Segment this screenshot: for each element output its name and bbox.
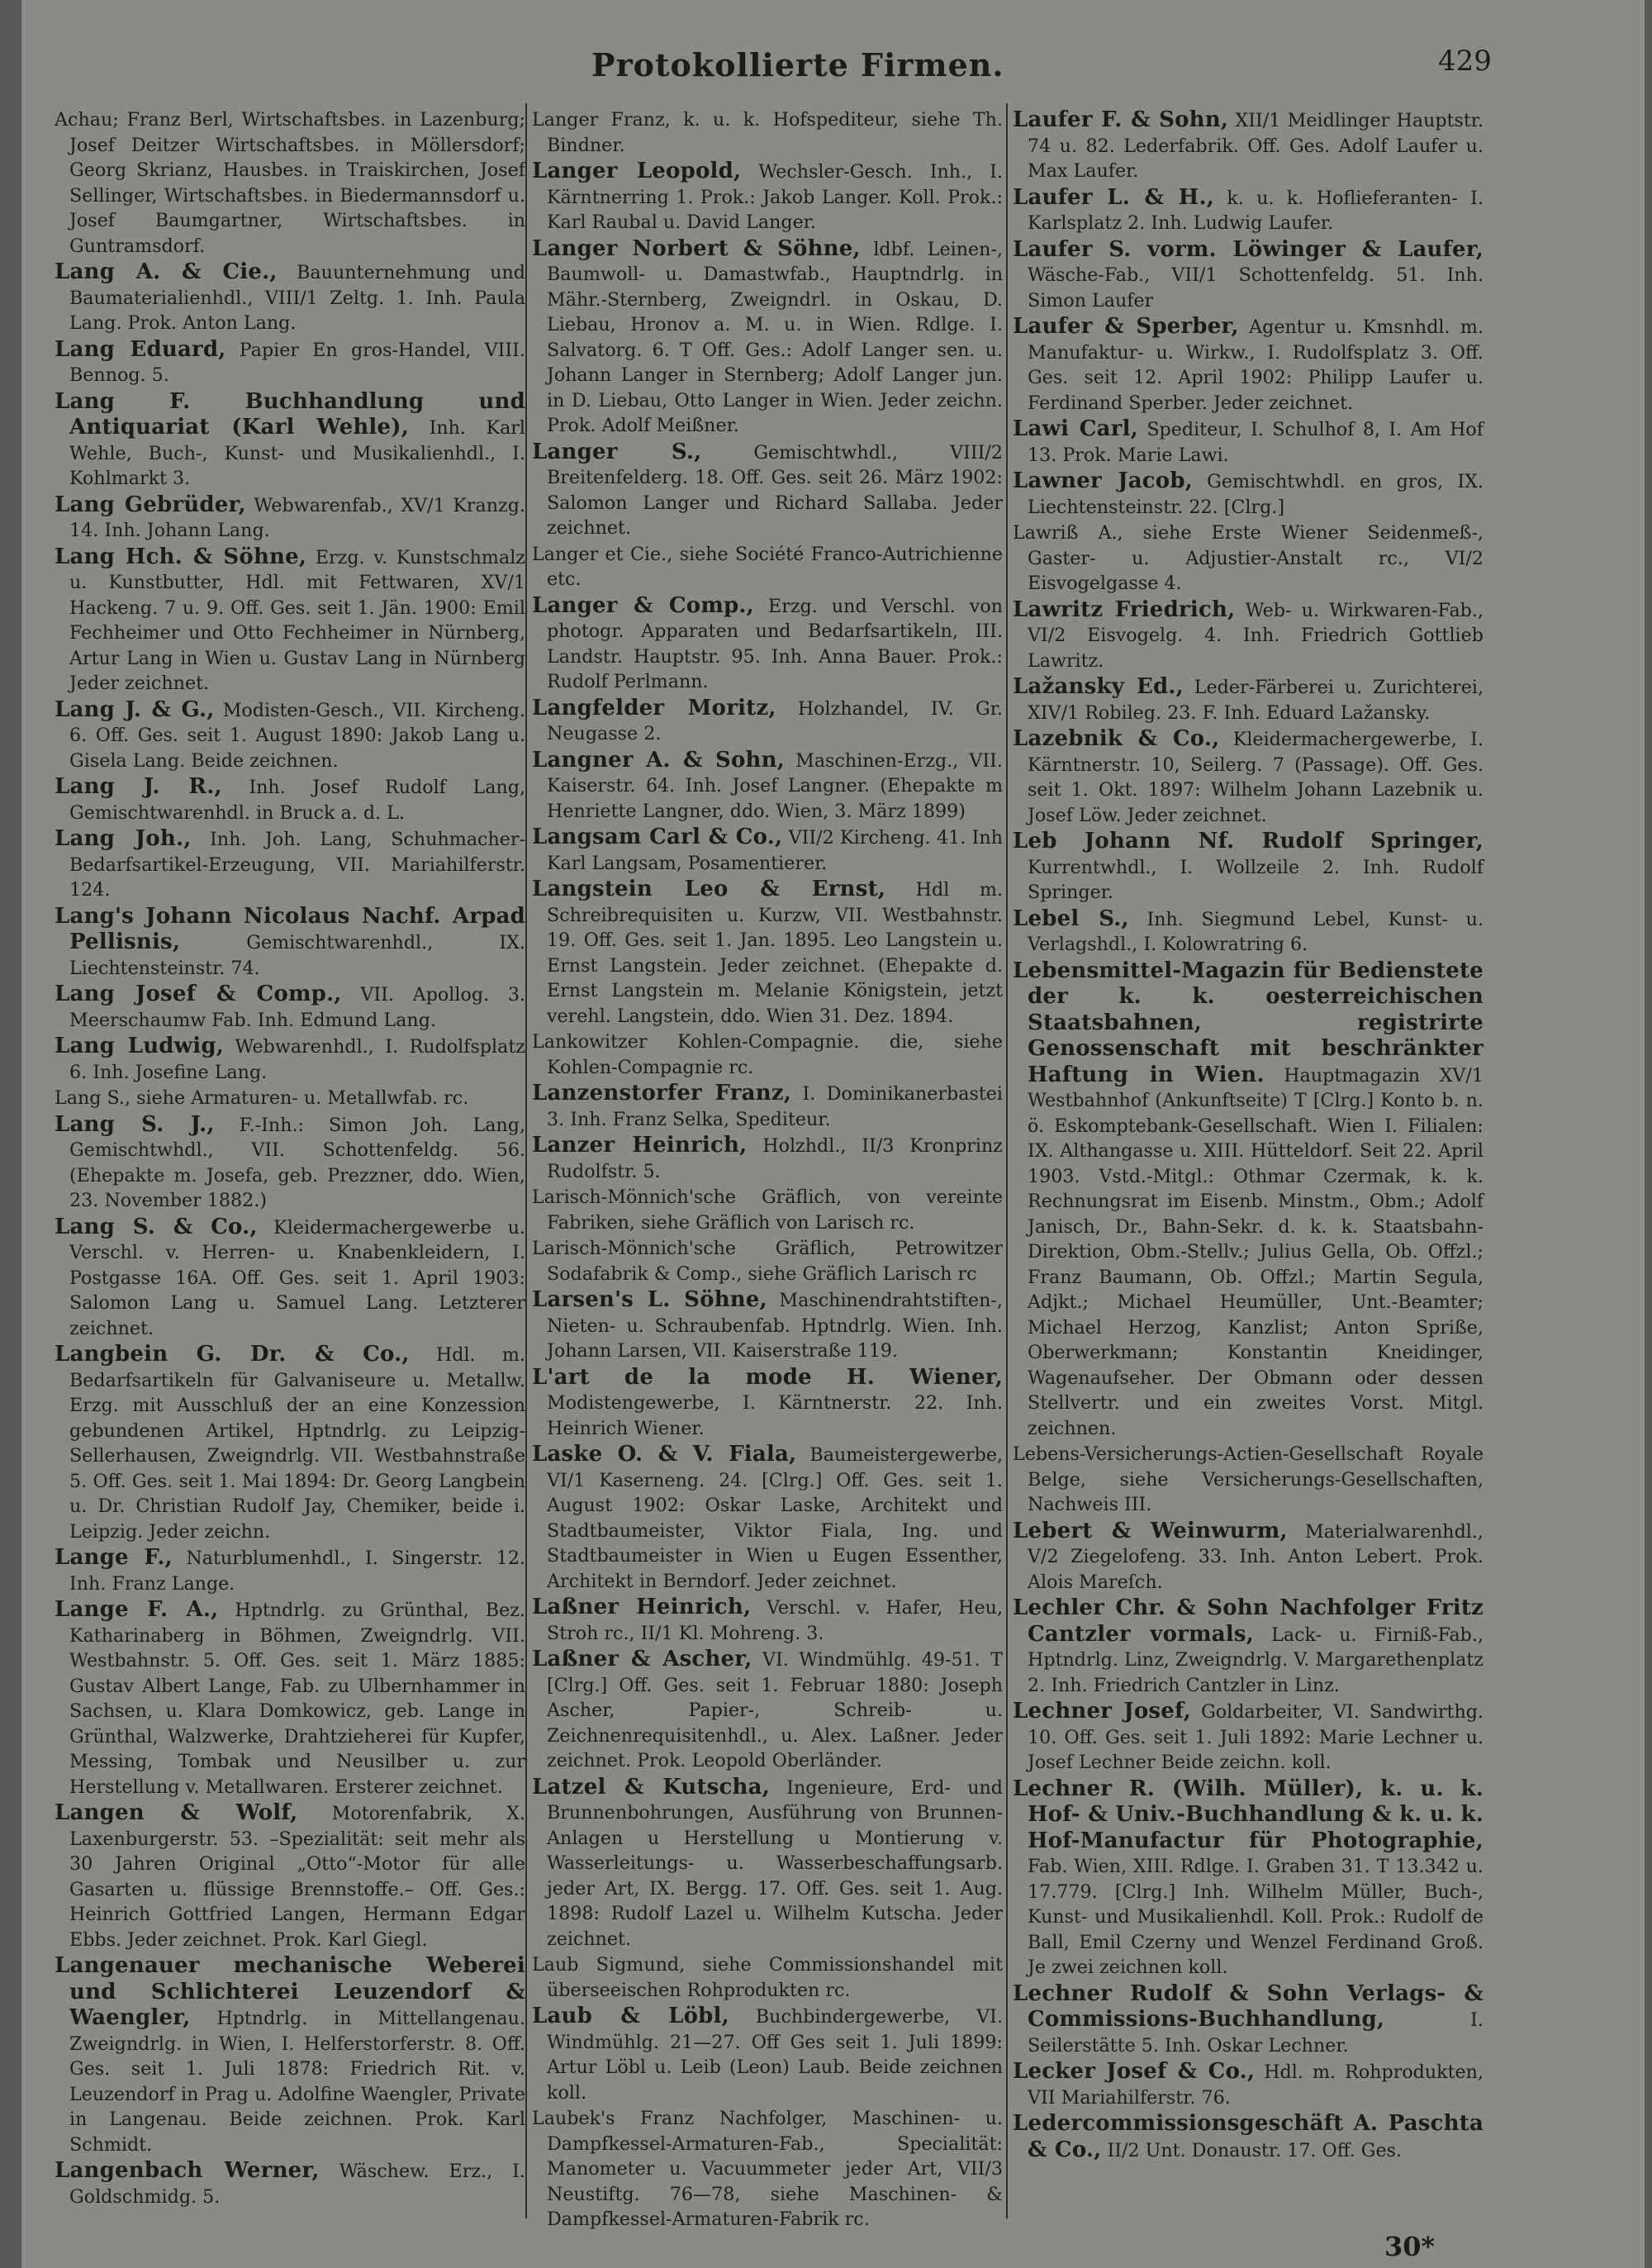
- firm-name: Lang Ludwig,: [55, 1034, 224, 1058]
- firm-entry: [55, 259, 525, 336]
- firm-entry: [55, 2158, 525, 2209]
- firm-entry: [55, 774, 525, 825]
- firm-details: Agentur u. Kmsnhdl. m. Manufaktur- u. Wirkw., I. Rudolfsplatz 3. Off. Ges. seit 12. April 1902: Philipp Laufer u. Ferdinand Sperber. Jeder zeichnet.: [1028, 316, 1483, 414]
- firm-name: Langen & Wolf,: [55, 1800, 298, 1825]
- firm-entry: [1013, 906, 1483, 958]
- firm-details: Goldarbeiter, VI. Sandwirthg. 10. Off. Ges. seit 1. Juli 1892: Marie Lechner u. Josef Lechner Beide zeichn. koll.: [1028, 1701, 1483, 1773]
- firm-name: Lang Hch. & Söhne,: [55, 544, 307, 569]
- firm-entry: [532, 2106, 1003, 2232]
- firm-details: Inh. Siegmund Lebel, Kunst- u. Verlagshdl., I. Kolowratring 6.: [1028, 908, 1483, 955]
- firm-entry: [55, 1215, 525, 1342]
- firm-details: Webwarenfab., XV/1 Kranzg. 14. Inh. Johann Lang.: [69, 494, 525, 541]
- firm-entry: [532, 440, 1003, 541]
- firm-entry: [532, 593, 1003, 695]
- firm-name: Lanzer Heinrich,: [532, 1133, 748, 1158]
- firm-details: k. u. k. Hoflieferanten- I. Karlsplatz 2. Inh. Ludwig Laufer.: [1028, 187, 1483, 234]
- firm-details: Modisten-Gesch., VII. Kircheng. 6. Off. Ges. seit 1. August 1890: Jakob Lang u. Gisela Lang. Beide zeichnen.: [69, 699, 526, 772]
- firm-entry: [1013, 237, 1483, 314]
- firm-details: Buchbindergewerbe, VI. Windmühlg. 21—27. Off Ges seit 1. Juli 1899: Artur Löbl u. Leib (Leon) Laub. Beide zeichnen koll.: [547, 2006, 1003, 2104]
- firm-entry: [1013, 107, 1483, 184]
- firm-details: VI. Windmühlg. 49-51. T [Clrg.] Off. Ges. seit 1. Februar 1880: Joseph Ascher, Papier-, Schreib- u. Zeichnenrequisitenhdl., u. Alex. Laßner. Jeder zeichnet. Prok. Leopold Oberländer.: [547, 1649, 1003, 1771]
- firm-entry: [55, 1953, 525, 2157]
- firm-name: Lechner R. (Wilh. Müller), k. u. k. Hof- & Univ.-Buchhandlung & k. u. k. Hof-Manufactur für Photographie,: [1013, 1776, 1483, 1853]
- firm-name: Lechner Rudolf & Sohn Verlags- & Commissions-Buchhandlung,: [1013, 1980, 1483, 2032]
- firm-name: Langenauer mechanische Weberei und Schlichterei Leuzendorf & Waengler,: [55, 1953, 525, 2030]
- firm-details: Lawriß A., siehe Erste Wiener Seidenmeß-, Gaster- u. Adjustier-Anstalt rc., VI/2 Eisvogelgasse 4.: [1013, 522, 1483, 594]
- firm-name: Latzel & Kutscha,: [532, 1774, 770, 1800]
- firm-entry: [532, 1287, 1003, 1364]
- firm-name: Lang S. J.,: [55, 1111, 215, 1137]
- firm-name: Langer Leopold,: [532, 159, 742, 183]
- firm-entry: [532, 542, 1003, 592]
- firm-details: Leder-Färberei u. Zurichterei, XIV/1 Robileg. 23. F. Inh. Eduard Lažansky.: [1028, 677, 1483, 724]
- firm-entry: [55, 1597, 525, 1800]
- firm-entry: [55, 337, 525, 388]
- firm-entry: [55, 904, 525, 982]
- firm-name: L'art de la mode H. Wiener,: [532, 1364, 1003, 1390]
- firm-entry: [1013, 1776, 1483, 1980]
- firm-details: Webwarenhdl., I. Rudolfsplatz 6. Inh. Josefine Lang.: [69, 1036, 525, 1083]
- firm-name: Lang J. & G.,: [55, 697, 215, 722]
- firm-entry: [532, 1236, 1003, 1286]
- firm-details: II/2 Unt. Donaustr. 17. Off. Ges.: [1107, 2139, 1403, 2161]
- page-header: [21, 40, 1645, 89]
- firm-details: Laub Sigmund, siehe Commissionshandel mit überseeischen Rohprodukten rc.: [532, 1954, 1003, 2001]
- firm-name: Laßner & Ascher,: [532, 1647, 752, 1671]
- firm-details: Hauptmagazin XV/1 Westbahnhof (Ankunftseite) T [Clrg.] Konto b. n. ö. Eskomptebank-Gesellschaft. Wien I. Filialen: IX. Althangasse u. XIII. Hütteldorf. Seit 22. April 1903. Vstd.-Mitgl.: Othmar Czermak, k. k. Rechnungsrat im Eisenb. Minstm., Obm.; Adolf Janisch, Dr., Bahn-Sekr. d. k. k. Staatsbahn-Direktion, Obm.-Stellv.; Julius Gella, Ob. Offzl.; Franz Baumann, Ob. Offzl.; Martin Segula, Adjkt.; Michael Heumüller, Unt.-Beamter; Michael Herzog, Kanzlist; Anton Spriße, Oberwerkmann; Konstantin Kneidinger, Wagenaufseher. Der Obmann oder dessen Stellvertr. und ein zweites Vorst. Mitgl. zeichnen.: [1028, 1064, 1483, 1439]
- firm-name: Lang Joh.,: [55, 826, 192, 851]
- firm-name: Lawi Carl,: [1013, 416, 1138, 441]
- firm-details: Web- u. Wirkwaren-Fab., VI/2 Eisvogelg. 4. Inh. Friedrich Gottlieb Lawritz.: [1028, 599, 1483, 672]
- firm-details: Kleidermachergewerbe, I. Kärntnerstr. 10, Seilerg. 7 (Passage). Off. Ges. seit 1. Okt. 1897: Wilhelm Johann Lazebnik u. Josef Löw. Jeder zeichnet.: [1028, 729, 1483, 826]
- firm-entry: [532, 1775, 1003, 1952]
- firm-entry: [55, 1112, 525, 1214]
- firm-details: Maschinen-Erzg., VII. Kaiserstr. 64. Inh. Josef Langner. (Ehepakte m Henriette Langner, ddo. Wien, 3. März 1899): [547, 749, 1003, 822]
- firm-entry: [55, 1800, 525, 1952]
- firm-name: Lebel S.,: [1013, 906, 1129, 931]
- firm-name: Langsam Carl & Co.,: [532, 825, 783, 849]
- firm-details: VII/2 Kircheng. 41. Inh Karl Langsam, Posamentierer.: [547, 827, 1003, 874]
- firm-entry: [1013, 1442, 1483, 1518]
- firm-details: Inh. Joh. Lang, Schuhmacher-Bedarfsartikel-Erzeugung, VII. Mariahilferstr. 124.: [69, 829, 526, 901]
- firm-name: Lažansky Ed.,: [1013, 674, 1184, 699]
- firm-details: Wechsler-Gesch. Inh., I. Kärntnerring 1. Prok.: Jakob Langer. Koll. Prok.: Karl Raubal u. David Langer.: [547, 161, 1003, 233]
- firm-details: Wäsche-Fab., VII/1 Schottenfeldg. 51. Inh. Simon Laufer: [1028, 264, 1483, 311]
- firm-name: Lazebnik & Co.,: [1013, 726, 1220, 751]
- firm-entry: [532, 1081, 1003, 1132]
- firm-details: Fab. Wien, XIII. Rdlge. I. Graben 31. T 13.342 u. 17.779. [Clrg.] Inh. Wilhelm Müller, Buch-, Kunst- und Musikalienhdl. Koll. Prok.: Rudolf de Ball, Emil Czerny und Wenzel Ferdinand Groß. Je zwei zeichnen koll.: [1028, 1856, 1483, 1978]
- firm-details: VII. Apollog. 3. Meerschaumw Fab. Inh. Edmund Lang.: [69, 984, 525, 1031]
- firm-name: Larsen's L. Söhne,: [532, 1287, 767, 1312]
- firm-name: Lawritz Friedrich,: [1013, 597, 1236, 622]
- firm-name: Lange F. A.,: [55, 1597, 219, 1622]
- firm-details: Erzg. v. Kunstschmalz u. Kunstbutter, Hdl. mit Fettwaren, XV/1 Hackeng. 7 u. 9. Off. Ges. seit 1. Jän. 1900: Emil Fechheimer und Otto Fechheimer in Nürnberg, Artur Lang in Wien u. Gustav Lang in Nürnberg Jeder zeichnet.: [69, 546, 525, 694]
- firm-name: Lanzenstorfer Franz,: [532, 1081, 792, 1105]
- firm-entry: [1013, 958, 1483, 1442]
- column-divider: [525, 103, 527, 2218]
- firm-details: Larisch-Mönnich'sche Gräflich, Petrowitzer Sodafabrik & Comp., siehe Gräflich Larisch rc: [532, 1238, 1003, 1285]
- firm-details: Hdl m. Schreibrequisiten u. Kurzw, VII. Westbahnstr. 19. Off. Ges. seit 1. Jan. 1895. Leo Langstein u. Ernst Langstein. Jeder zeichnet. (Ehepakte d. Ernst Langstein m. Melanie Königstein, jetzt verehl. Langstein, ddo. Wien 31. Dez. 1894.: [547, 879, 1003, 1027]
- firm-entry: [55, 492, 525, 544]
- firm-name: Ledercommissionsgeschäft A. Paschta & Co.,: [1013, 2111, 1483, 2162]
- firm-details: Baumeistergewerbe, VI/1 Kaserneng. 24. [Clrg.] Off. Ges. seit 1. August 1902: Oskar Laske, Architekt und Stadtbaumeister, Viktor Fiala, Ing. und Stadtbaumeister in Wien u Eugen Essenther, Architekt in Berndorf. Jeder zeichnet.: [547, 1444, 1003, 1592]
- firm-details: Materialwarenhdl., V/2 Ziegelofeng. 33. Inh. Anton Lebert. Prok. Alois Mareſch.: [1028, 1520, 1483, 1593]
- firm-details: Lebens-Versicherungs-Actien-Gesellschaft Royale Belge, siehe Versicherungs-Gesellschaften, Nachweis III.: [1013, 1443, 1483, 1515]
- firm-name: Laufer L. & H.,: [1013, 184, 1215, 210]
- firm-details: Papier En gros-Handel, VIII. Bennog. 5.: [69, 339, 525, 386]
- firm-entry: [55, 1545, 525, 1596]
- firm-name: Langer & Comp.,: [532, 592, 754, 618]
- firm-name: Langer Norbert & Söhne,: [532, 235, 861, 261]
- firm-details: Maschinendrahtstiften-, Nieten- u. Schraubenfab. Hptndrlg. Wien. Inh. Johann Larsen, VII. Kaiserstraße 119.: [547, 1290, 1003, 1362]
- firm-details: Lankowitzer Kohlen-Compagnie. die, siehe Kohlen-Compagnie rc.: [532, 1031, 1003, 1078]
- firm-details: Gemischtwarenhdl., IX. Liechtensteinstr. 74.: [69, 932, 525, 979]
- firm-entry: [55, 982, 525, 1033]
- firm-entry: [532, 877, 1003, 1029]
- firm-entry: [1013, 2111, 1483, 2163]
- firm-details: Inh. Josef Rudolf Lang, Gemischtwarenhdl. in Bruck a. d. L.: [69, 777, 525, 824]
- firm-details: Naturblumenhdl., I. Singerstr. 12. Inh. Franz Lange.: [69, 1548, 525, 1595]
- firm-details: Modistengewerbe, I. Kärntnerstr. 22. Inh. Heinrich Wiener.: [547, 1392, 1003, 1439]
- column-divider: [1006, 103, 1008, 2218]
- firm-details: Wäschew. Erz., I. Goldschmidg. 5.: [69, 2161, 525, 2208]
- firm-name: Lang Eduard,: [55, 336, 226, 362]
- firm-entry: [532, 748, 1003, 825]
- firm-entry: [532, 1595, 1003, 1646]
- firm-name: Lebensmittel-Magazin für Bedienstete der k. k. oesterreichischen Staatsbahnen, registrirte Genossenschaft mit beschränkter Haftung in Wien.: [1013, 958, 1483, 1087]
- firm-name: Langer S.,: [532, 439, 702, 464]
- firm-details: Kleidermachergewerbe u. Verschl. v. Herren- u. Knabenkleidern, I. Postgasse 16A. Off. Ges. seit 1. April 1903: Salomon Lang u. Samuel Lang. Letzterer zeichnet.: [69, 1216, 525, 1339]
- firm-entry: [532, 159, 1003, 235]
- firm-details: Gemischtwhdl., VIII/2 Breitenfelderg. 18. Off. Ges. seit 26. März 1902: Salomon Langer und Richard Sallaba. Jeder zeichnet.: [547, 441, 1003, 539]
- firm-name: Laufer & Sperber,: [1013, 314, 1239, 339]
- firm-entry: [1013, 726, 1483, 828]
- firm-entry: [532, 236, 1003, 439]
- firm-entry: [55, 1034, 525, 1085]
- firm-entry: [55, 107, 525, 259]
- firm-name: Lang's Johann Nicolaus Nachf. Arpad Pellisnis,: [55, 903, 525, 954]
- firm-name: Lang A. & Cie.,: [55, 259, 278, 284]
- firm-entry: [1013, 314, 1483, 416]
- firm-entry: [532, 1133, 1003, 1184]
- firm-name: Langner A. & Sohn,: [532, 747, 785, 773]
- firm-details: Gemischtwhdl. en gros, IX. Liechtensteinstr. 22. [Clrg.]: [1028, 471, 1483, 518]
- firm-entry: [1013, 2059, 1483, 2110]
- firm-name: Laßner Heinrich,: [532, 1595, 752, 1619]
- column-left: [55, 107, 525, 2210]
- firm-entry: [1013, 1699, 1483, 1776]
- page: [21, 0, 1645, 2268]
- firm-details: Spediteur, I. Schulhof 8, I. Am Hof 13. Prok. Marie Lawi.: [1028, 419, 1483, 466]
- firm-name: Lecker Josef & Co.,: [1013, 2059, 1256, 2084]
- firm-entry: [1013, 1595, 1483, 1698]
- firm-entry: [532, 825, 1003, 876]
- firm-details: Verschl. v. Hafer, Heu, Stroh rc., II/1 Kl. Mohreng. 3.: [547, 1597, 1003, 1644]
- firm-details: Hptndrlg. in Mittellangenau. Zweigndrlg. in Wien, I. Helferstorferstr. 8. Off. Ges. seit 1. Juli 1878: Friedrich Rit. v. Leuzendorf in Prag u. Adolfine Waengler, Private in Langenau. Beide zeichnen. Prok. Karl Schmidt.: [69, 2008, 525, 2156]
- firm-entry: [55, 1342, 525, 1544]
- firm-name: Lechner Josef,: [1013, 1699, 1192, 1724]
- firm-name: Lang S. & Co.,: [55, 1214, 258, 1239]
- firm-entry: [532, 1365, 1003, 1442]
- firm-entry: [532, 1029, 1003, 1080]
- firm-details: I. Seilerstätte 5. Inh. Oskar Lechner.: [1028, 2009, 1483, 2056]
- firm-entry: [532, 107, 1003, 158]
- firm-entry: [1013, 1981, 1483, 2059]
- firm-name: Langfelder Moritz,: [532, 695, 776, 720]
- firm-entry: [532, 1952, 1003, 2003]
- firm-entry: [532, 1185, 1003, 1235]
- column-middle: [532, 107, 1003, 2233]
- firm-name: Lang F. Buchhandlung und Antiquariat (Karl Wehle),: [55, 388, 525, 440]
- firm-details: Inh. Karl Wehle, Buch-, Kunst- und Musikalienhdl., I. Kohlmarkt 3.: [69, 417, 525, 489]
- firm-details: Lang S., siehe Armaturen- u. Metallwfab. rc.: [55, 1087, 469, 1109]
- firm-entry: [1013, 185, 1483, 236]
- firm-entry: [532, 696, 1003, 747]
- firm-details: Langer Franz, k. u. k. Hofspediteur, siehe Th. Bindner.: [532, 109, 1003, 156]
- firm-details: Lack- u. Firniß-Fab., Hptndrlg. Linz, Zweigndrlg. V. Margarethenplatz 2. Inh. Friedrich Cantzler in Linz.: [1028, 1624, 1483, 1696]
- firm-details: Laubek's Franz Nachfolger, Maschinen- u. Dampfkessel-Armaturen-Fab., Specialität: Manometer u. Vacuummeter jeder Art, VII/3 Neustiftg. 76—78, siehe Maschinen- & Dampfkessel-Armaturen-Fabrik rc.: [532, 2108, 1003, 2230]
- firm-entry: [55, 1086, 525, 1111]
- firm-entry: [532, 1442, 1003, 1594]
- firm-name: Langstein Leo & Ernst,: [532, 877, 886, 901]
- firm-details: Hdl. m. Bedarfsartikeln für Galvaniseure u. Metallw. Erzg. mit Ausschluß der an eine Konzession gebundenen Artikel, Hptndrlg. zu Leipzig-Sellerhausen, Zweigndrlg. VII. Westbahnstraße 5. Off. Ges. seit 1. Mai 1894: Dr. Georg Langbein u. Dr. Christian Rudolf Jay, Chemiker, beide i. Leipzig. Jeder zeichn.: [69, 1344, 525, 1543]
- firm-name: Lechler Chr. & Sohn Nachfolger Fritz Cantzler vormals,: [1013, 1595, 1483, 1647]
- firm-details: Langer et Cie., siehe Société Franco-Autrichienne etc.: [532, 543, 1003, 590]
- firm-details: Holzhdl., II/3 Kronprinz Rudolfstr. 5.: [547, 1135, 1003, 1182]
- firm-entry: [55, 826, 525, 903]
- firm-entry: [1013, 674, 1483, 725]
- firm-details: Hptndrlg. zu Grünthal, Bez. Katharinaberg in Böhmen, Zweigndrlg. VII. Westbahnstr. 5. Off. Ges. seit 1. März 1885: Gustav Albert Lange, Fab. zu Ulbernhammer in Sachsen, u. Klara Domkowicz, geb. Lange in Grünthal, Walzwerke, Drahtzieherei für Kupfer, Messing, Tombak und Neusilber u. zur Herstellung v. Metallwaren. Ersterer zeichnet.: [69, 1600, 525, 1798]
- firm-entry: [55, 697, 525, 774]
- firm-details: I. Dominikanerbastei 3. Inh. Franz Selka, Spediteur.: [547, 1083, 1004, 1130]
- firm-details: F.-Inh.: Simon Joh. Lang, Gemischtwhdl., VII. Schottenfeldg. 56. (Ehepakte m. Josefa, geb. Prezzner, ddo. Wien, 23. November 1882.): [69, 1114, 526, 1211]
- firm-details: Larisch-Mönnich'sche Gräflich, von vereinte Fabriken, siehe Gräflich von Larisch rc.: [532, 1186, 1003, 1234]
- firm-details: Ingenieure, Erd- und Brunnenbohrungen, Ausführung von Brunnen-Anlagen u Herstellung u Montierung v. Wasserleitungs- u. Wasserbeschaffungsarb. jeder Art, IX. Bergg. 17. Off. Ges. seit 1. Aug. 1898: Rudolf Lazel u. Wilhelm Kutscha. Jeder zeichnet.: [547, 1776, 1003, 1950]
- firm-entry: [1013, 416, 1483, 468]
- firm-name: Laufer S. vorm. Löwinger & Laufer,: [1013, 236, 1483, 262]
- firm-details: ldbf. Leinen-, Baumwoll- u. Damastwfab., Hauptndrlg. in Mähr.-Sternberg, Zweigndrl. in Oskau, D. Liebau, Hronov a. M. u. in Wien. Rdlge. I. Salvatorg. 6. T Off. Ges.: Adolf Langer sen. u. Johann Langer in Sternberg; Adolf Langer jun. in D. Liebau, Otto Langer in Wien. Jeder zeichn. Prok. Adolf Meißner.: [547, 238, 1004, 436]
- firm-name: Leb Johann Nf. Rudolf Springer,: [1013, 829, 1483, 853]
- firm-details: Bauunternehmung und Baumaterialienhdl., VIII/1 Zeltg. 1. Inh. Paula Lang. Prok. Anton Lang.: [69, 262, 525, 334]
- firm-details: Hdl. m. Rohprodukten, VII Mariahilferstr. 76.: [1028, 2061, 1484, 2109]
- firm-entry: [55, 544, 525, 697]
- signature-mark: 30*: [1384, 2231, 1436, 2262]
- firm-entry: [1013, 468, 1483, 520]
- page-number: 429: [1438, 45, 1492, 78]
- firm-details: XII/1 Meidlinger Hauptstr. 74 u. 82. Lederfabrik. Off. Ges. Adolf Laufer u. Max Laufer.: [1028, 110, 1483, 182]
- firm-entry: [1013, 1519, 1483, 1595]
- firm-details: Erzg. und Verschl. von photogr. Apparaten und Bedarfsartikeln, III. Landstr. Hauptstr. 95. Inh. Anna Bauer. Prok.: Rudolf Perlmann.: [547, 595, 1003, 692]
- column-right: [1013, 107, 1483, 2164]
- firm-details: Motorenfabrik, X. Laxenburgerstr. 53. –Spezialität: seit mehr als 30 Jahren Original „Otto“-Motor für alle Gasarten u. flüssige Brennstoffe.– Off. Ges.: Heinrich Gottfried Langen, Hermann Edgar Ebbs. Jeder zeichnet. Prok. Karl Giegl.: [69, 1803, 525, 1951]
- firm-details: Holzhandel, IV. Gr. Neugasse 2.: [547, 697, 1003, 744]
- firm-name: Langbein G. Dr. & Co.,: [55, 1342, 410, 1367]
- firm-name: Lang Josef & Comp.,: [55, 982, 342, 1006]
- firm-name: Lebert & Weinwurm,: [1013, 1518, 1288, 1543]
- firm-name: Laufer F. & Sohn,: [1013, 107, 1229, 132]
- firm-name: Lawner Jacob,: [1013, 468, 1193, 493]
- firm-name: Laub & Löbl,: [532, 2004, 729, 2028]
- firm-entry: [532, 1647, 1003, 1774]
- firm-name: Lang Gebrüder,: [55, 492, 246, 517]
- firm-name: Laske O. & V. Fiala,: [532, 1442, 797, 1467]
- firm-details: Achau; Franz Berl, Wirtschaftsbes. in Lazenburg; Josef Deitzer Wirtschaftsbes. in Möllersdorf; Georg Skrianz, Hausbes. in Traiskirchen, Josef Sellinger, Wirtschaftsbes. in Biedermannsdorf u. Josef Baumgartner, Wirtschaftsbes. in Guntramsdorf.: [55, 109, 525, 257]
- firm-name: Lang J. R.,: [55, 774, 222, 799]
- firm-entry: [1013, 829, 1483, 906]
- firm-entry: [1013, 597, 1483, 674]
- firm-details: Kurrentwhdl., I. Wollzeile 2. Inh. Rudolf Springer.: [1028, 856, 1483, 903]
- running-head: Protokollierte Firmen.: [591, 46, 1004, 83]
- firm-entry: [55, 389, 525, 492]
- firm-entry: [1013, 521, 1483, 597]
- firm-name: Lange F.,: [55, 1545, 173, 1570]
- firm-name: Langenbach Werner,: [55, 2158, 320, 2183]
- firm-entry: [532, 2004, 1003, 2105]
